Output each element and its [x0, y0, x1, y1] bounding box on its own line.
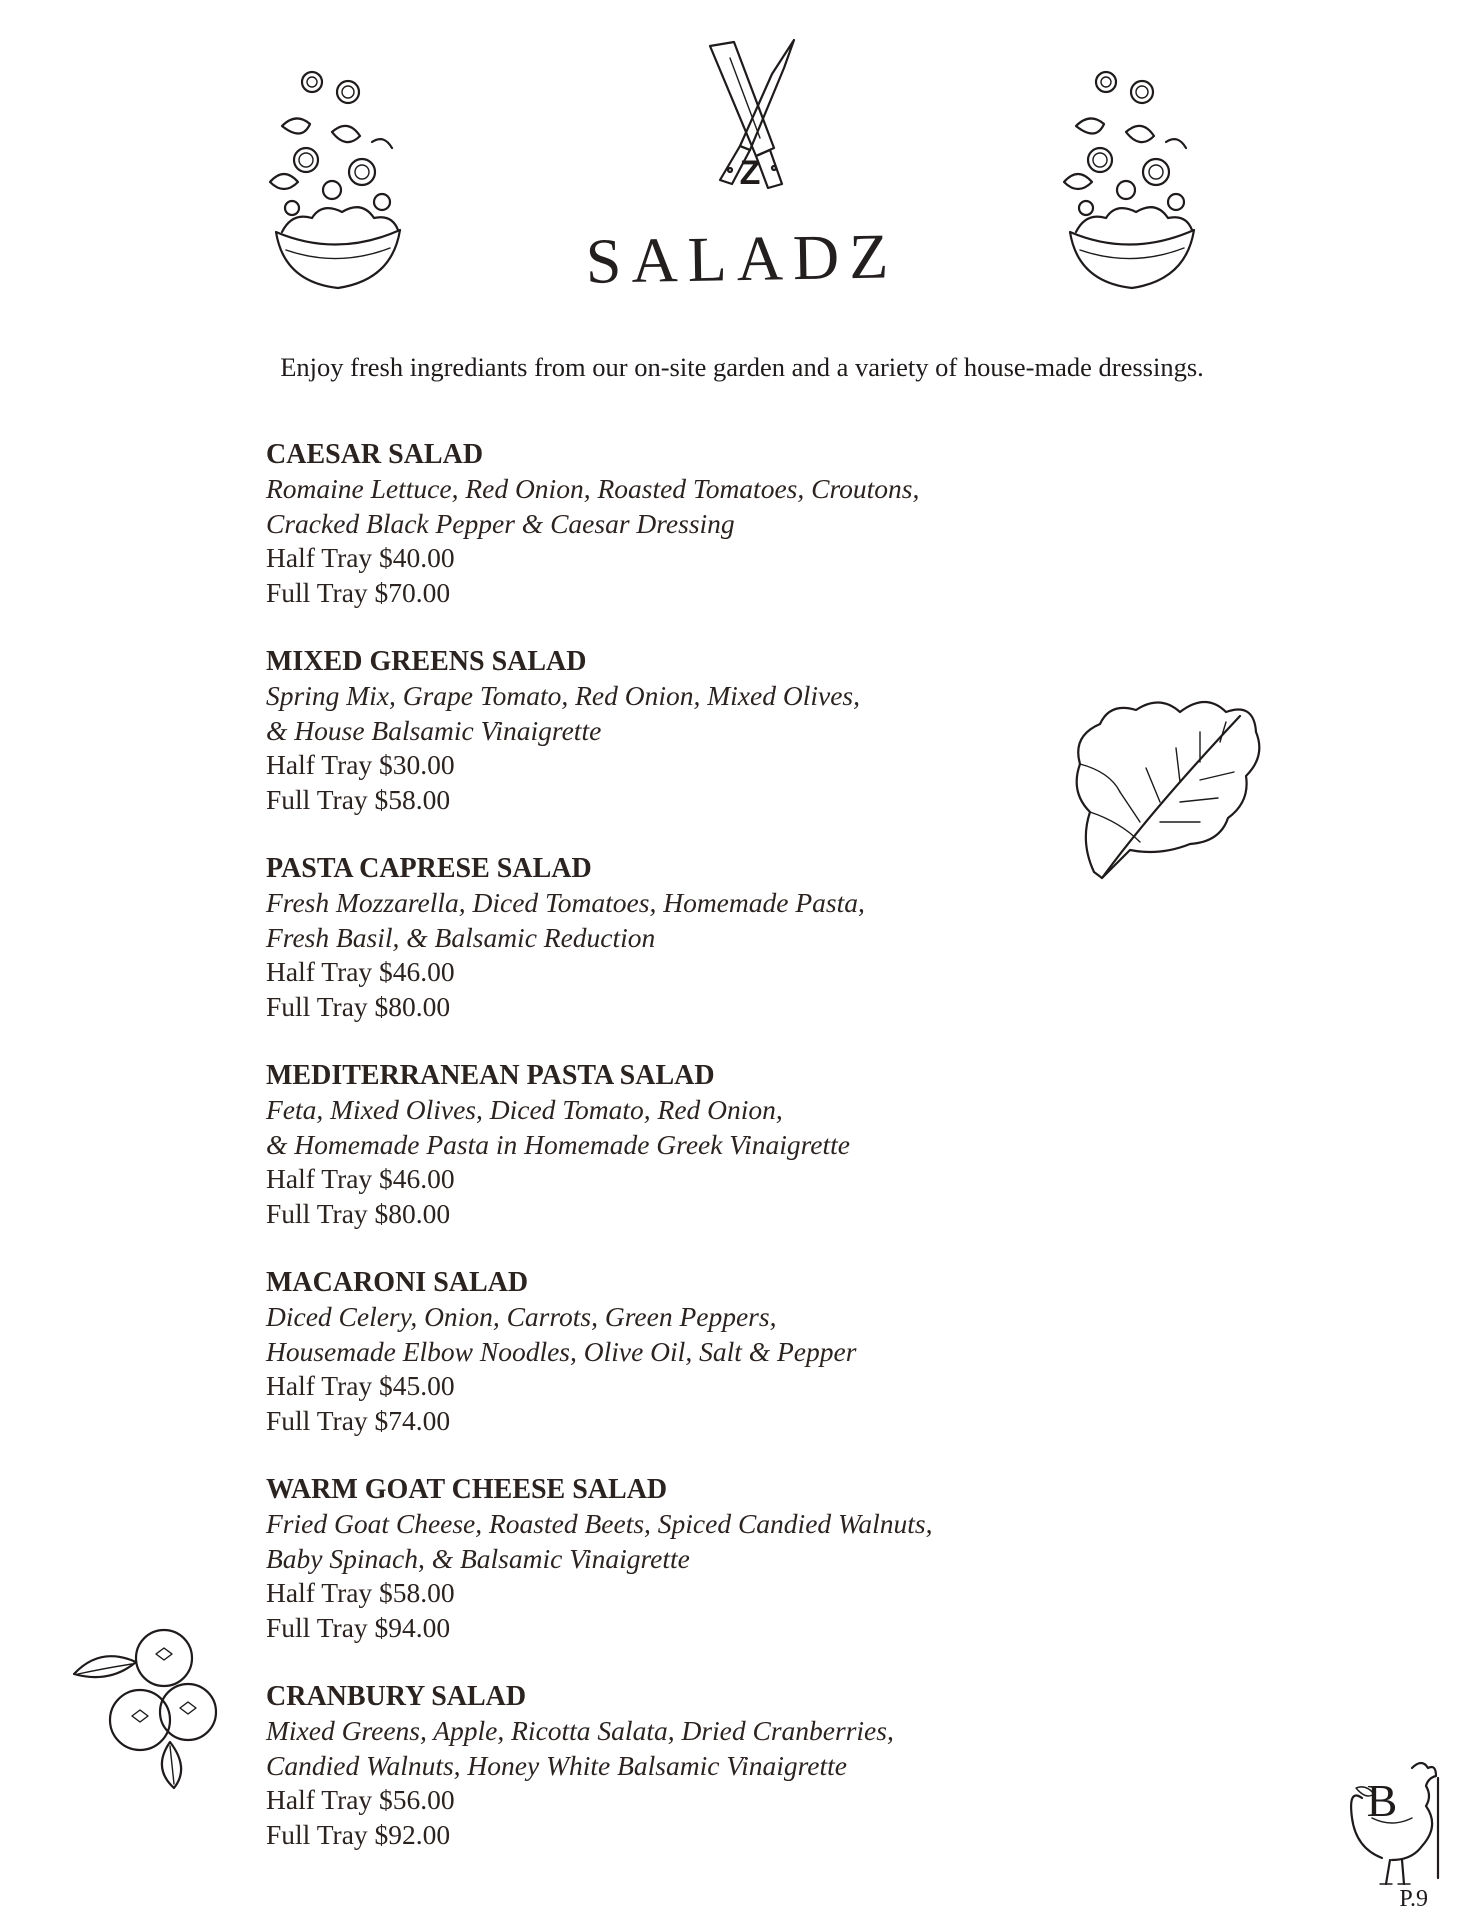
item-description: Fried Goat Cheese, Roasted Beets, Spiced Candied Walnuts, — [266, 1508, 933, 1539]
half-tray-price: Half Tray $58.00 — [266, 1577, 455, 1608]
item-description: Fresh Mozzarella, Diced Tomatoes, Homemade Pasta, — [266, 887, 865, 918]
menu-item-mediterranean — [266, 1059, 1166, 1266]
full-tray-price: Full Tray $94.00 — [266, 1611, 451, 1643]
item-description: Housemade Elbow Noodles, Olive Oil, Salt & Pepper — [266, 1335, 857, 1367]
item-description: & House Balsamic Vinaigrette — [266, 714, 602, 746]
item-description: Romaine Lettuce, Red Onion, Roasted Tomatoes, Croutons, — [266, 473, 920, 504]
item-description: Candied Walnuts, Honey White Balsamic Vinaigrette — [266, 1749, 847, 1781]
menu-item-pasta-caprese — [266, 852, 1166, 1059]
full-tray-price: Full Tray $74.00 — [266, 1404, 451, 1436]
rooster-monogram-icon — [1342, 1758, 1452, 1888]
monogram-letter: B — [1366, 1775, 1398, 1826]
berries-icon — [70, 1618, 230, 1788]
half-tray-price: Half Tray $30.00 — [266, 749, 455, 780]
item-description: Cracked Black Pepper & Caesar Dressing — [266, 507, 735, 539]
full-tray-price: Full Tray $80.00 — [266, 990, 451, 1022]
item-name: MACARONI SALAD — [266, 1267, 529, 1298]
item-description: Fresh Basil, & Balsamic Reduction — [266, 921, 656, 953]
item-description: Diced Celery, Onion, Carrots, Green Peppers, — [266, 1301, 777, 1332]
half-tray-price: Half Tray $40.00 — [266, 542, 455, 573]
item-name: PASTA CAPRESE SALAD — [266, 853, 592, 884]
intro-text: Enjoy fresh ingrediants from our on-site garden and a variety of house-made dressings. — [280, 352, 1204, 382]
full-tray-price: Full Tray $80.00 — [266, 1197, 451, 1229]
item-description: Feta, Mixed Olives, Diced Tomato, Red Onion, — [266, 1094, 783, 1125]
page-title: SALADZ — [585, 220, 899, 297]
item-description: & Homemade Pasta in Homemade Greek Vinaigrette — [266, 1128, 850, 1160]
menu-item-caesar — [266, 438, 1166, 645]
item-name: MEDITERRANEAN PASTA SALAD — [266, 1060, 715, 1091]
item-description: Mixed Greens, Apple, Ricotta Salata, Dried Cranberries, — [266, 1715, 894, 1746]
full-tray-price: Full Tray $58.00 — [266, 783, 451, 815]
menu-item-cranbury — [266, 1680, 1166, 1887]
salad-bowl-icon-right — [1056, 62, 1206, 302]
crossed-knives-icon — [690, 38, 810, 192]
salad-bowl-icon-left — [262, 62, 412, 302]
menu-item-warm-goat-cheese — [266, 1473, 1166, 1680]
item-name: CRANBURY SALAD — [266, 1681, 527, 1712]
lettuce-leaf-icon — [1050, 672, 1266, 888]
item-description: Baby Spinach, & Balsamic Vinaigrette — [266, 1542, 690, 1574]
item-description: Spring Mix, Grape Tomato, Red Onion, Mixed Olives, — [266, 680, 860, 711]
half-tray-price: Half Tray $45.00 — [266, 1370, 455, 1401]
menu-list — [266, 438, 1166, 1887]
logo-letter: Z — [739, 154, 761, 192]
half-tray-price: Half Tray $46.00 — [266, 1163, 455, 1194]
page-number: P.9 — [1399, 1886, 1428, 1912]
item-name: MIXED GREENS SALAD — [266, 646, 587, 677]
half-tray-price: Half Tray $56.00 — [266, 1784, 455, 1815]
half-tray-price: Half Tray $46.00 — [266, 956, 455, 987]
menu-item-mixed-greens — [266, 645, 1166, 852]
menu-item-macaroni — [266, 1266, 1166, 1473]
full-tray-price: Full Tray $70.00 — [266, 576, 451, 608]
item-name: CAESAR SALAD — [266, 439, 484, 470]
item-name: WARM GOAT CHEESE SALAD — [266, 1474, 668, 1505]
full-tray-price: Full Tray $92.00 — [266, 1818, 451, 1850]
